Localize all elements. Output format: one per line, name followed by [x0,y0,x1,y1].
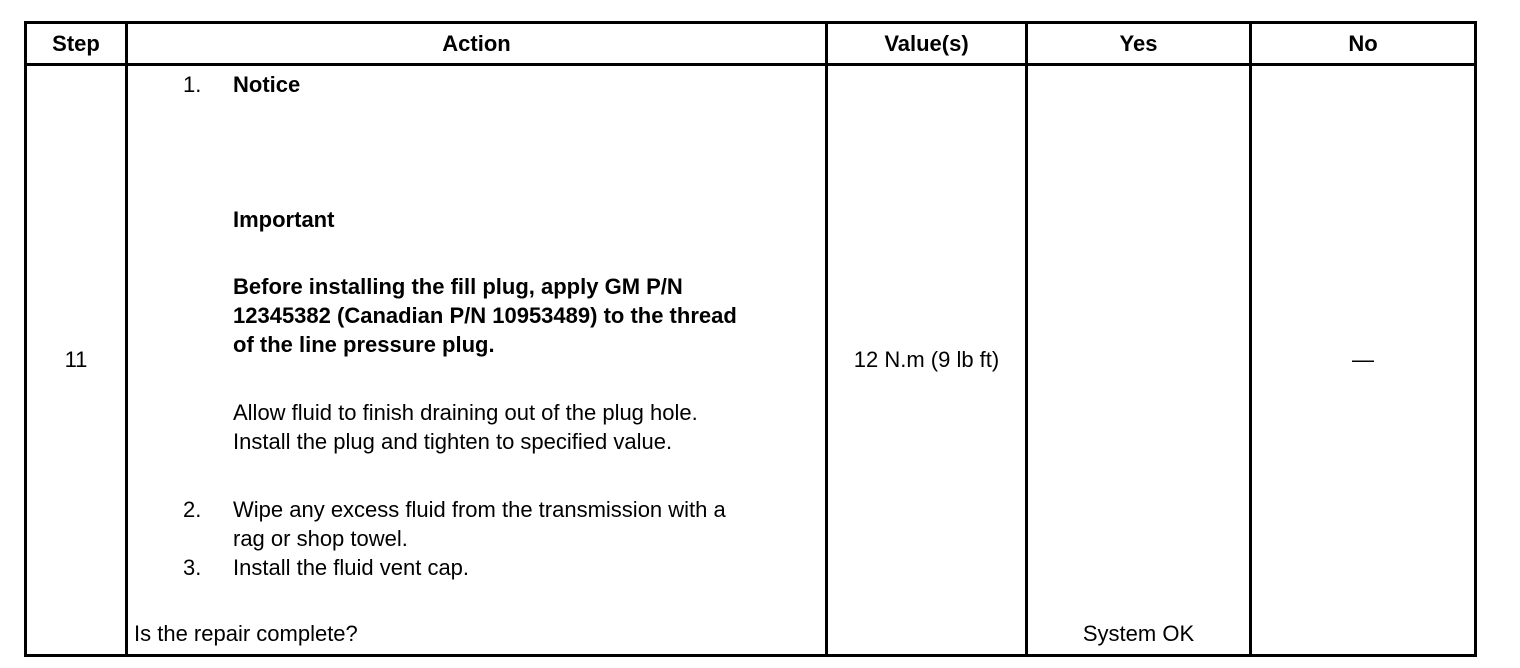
important-text-line1: Before installing the fill plug, apply GM P/N [233,274,683,299]
diagnostic-step-table [24,21,1477,657]
header-action: Action [127,23,827,65]
important-text-line3: of the line pressure plug. [233,332,495,357]
table-row [26,65,1476,656]
item3-number: 3. [183,555,202,580]
item1-text-line1: Allow fluid to finish draining out of the plug hole. [233,400,698,425]
yes-cell [1027,65,1251,656]
step-number-cell: 11 [26,65,127,656]
header-no: No [1251,23,1476,65]
item2-number: 2. [183,497,202,522]
yes-result: System OK [1082,621,1195,646]
header-yes: Yes [1027,23,1251,65]
item2-text-line1: Wipe any excess fluid from the transmission with a [233,497,726,522]
item1-number: 1. [183,72,202,97]
item1-text-line2: Install the plug and tighten to specified value. [233,429,673,454]
table-header-row [26,23,1476,65]
no-cell: — [1251,65,1476,656]
important-label: Important [233,207,335,232]
important-text-line2: 12345382 (Canadian P/N 10953489) to the thread [233,303,737,328]
notice-label: Notice [233,72,301,97]
item3-text: Install the fluid vent cap. [233,555,470,580]
action-cell [127,65,827,656]
header-step: Step [26,23,127,65]
repair-question: Is the repair complete? [134,621,358,646]
item2-text-line2: rag or shop towel. [233,526,408,551]
value-cell: 12 N.m (9 lb ft) [827,65,1027,656]
header-values: Value(s) [827,23,1027,65]
